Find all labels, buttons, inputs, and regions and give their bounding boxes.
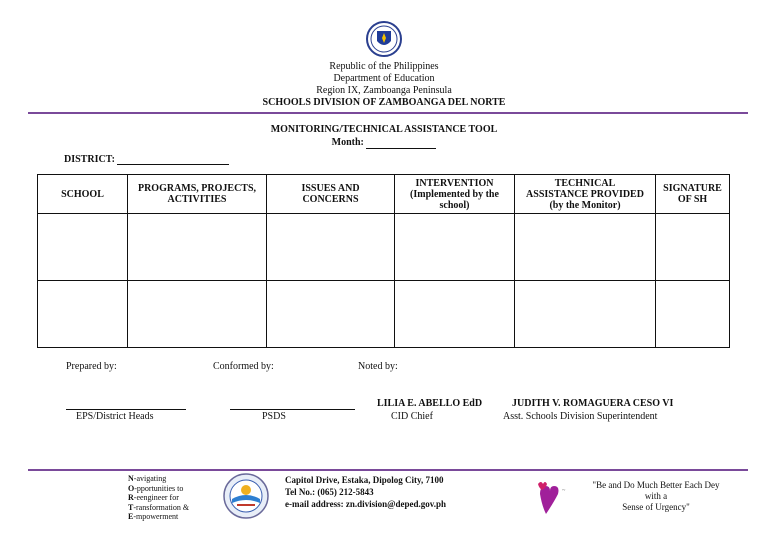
col-school: SCHOOL bbox=[38, 175, 128, 214]
cid-chief-role: CID Chief bbox=[391, 411, 433, 422]
cid-chief-name: LILIA E. ABELLO EdD bbox=[377, 398, 483, 409]
asds-name: JUDITH V. ROMAGUERA CESO VI bbox=[512, 398, 674, 409]
contact-block bbox=[285, 474, 446, 510]
col-technical-assistance: TECHNICAL ASSISTANCE PROVIDED (by the Monitor) bbox=[515, 175, 656, 214]
district-field[interactable] bbox=[117, 164, 229, 165]
table-cell[interactable] bbox=[656, 281, 730, 348]
table-cell[interactable] bbox=[38, 214, 128, 281]
prepared-by-label: Prepared by: bbox=[66, 361, 117, 372]
footer-tel: Tel No.: (065) 212-5843 bbox=[285, 487, 374, 497]
month-field[interactable] bbox=[366, 148, 436, 149]
district-line bbox=[64, 154, 229, 165]
psds-signature-line[interactable] bbox=[230, 409, 355, 410]
motto bbox=[586, 480, 726, 513]
header-divider bbox=[28, 112, 748, 114]
footer-address: Capitol Drive, Estaka, Dipolog City, 7100 bbox=[285, 475, 444, 485]
footer-divider bbox=[28, 469, 748, 471]
col-programs: PROGRAMS, PROJECTS, ACTIVITIES bbox=[128, 175, 267, 214]
asds-role: Asst. Schools Division Superintendent bbox=[503, 411, 658, 422]
acronym-line: O-pportunities to bbox=[128, 483, 184, 493]
eps-signature-line[interactable] bbox=[66, 409, 186, 410]
header-department: Department of Education bbox=[333, 73, 435, 84]
header-division: SCHOOLS DIVISION OF ZAMBOANGA DEL NORTE bbox=[262, 97, 506, 108]
col-signature: SIGNATURE OF SH bbox=[656, 175, 730, 214]
noted-by-label: Noted by: bbox=[358, 361, 398, 372]
conformed-by-label: Conformed by: bbox=[213, 361, 274, 372]
table-cell[interactable] bbox=[656, 214, 730, 281]
acronym-line: T-ransformation & bbox=[128, 502, 190, 512]
table-row bbox=[38, 281, 730, 348]
table-cell[interactable] bbox=[515, 281, 656, 348]
monitoring-table bbox=[37, 174, 730, 348]
table-cell[interactable] bbox=[395, 214, 515, 281]
footer-email[interactable]: e-mail address: zn.division@deped.gov.ph bbox=[285, 499, 446, 509]
table-cell[interactable] bbox=[515, 214, 656, 281]
acronym-line: N-avigating bbox=[128, 474, 167, 483]
table-cell[interactable] bbox=[128, 214, 267, 281]
eps-role: EPS/District Heads bbox=[76, 411, 154, 422]
header-country: Republic of the Philippines bbox=[329, 61, 439, 72]
psds-role: PSDS bbox=[262, 411, 286, 422]
table-cell[interactable] bbox=[395, 281, 515, 348]
month-line bbox=[0, 137, 768, 149]
deped-seal-icon bbox=[366, 21, 402, 57]
table-cell[interactable] bbox=[38, 281, 128, 348]
motto-line: with a bbox=[644, 491, 668, 501]
heart-hand-icon bbox=[534, 478, 582, 518]
division-logo-icon bbox=[223, 473, 269, 519]
motto-line: "Be and Do Much Better Each Dey bbox=[592, 480, 720, 490]
motto-line: Sense of Urgency" bbox=[622, 502, 690, 512]
table-cell[interactable] bbox=[128, 281, 267, 348]
table-cell[interactable] bbox=[267, 214, 395, 281]
acronym-line: R-eengineer for bbox=[128, 493, 179, 502]
norte-acronym bbox=[128, 474, 189, 522]
svg-text:~: ~ bbox=[562, 488, 566, 494]
district-label: DISTRICT: bbox=[64, 154, 115, 165]
table-row bbox=[38, 214, 730, 281]
month-label: Month: bbox=[331, 137, 364, 148]
acronym-line: E-mpowerment bbox=[128, 512, 179, 521]
col-issues: ISSUES AND CONCERNS bbox=[267, 175, 395, 214]
table-cell[interactable] bbox=[267, 281, 395, 348]
form-title: MONITORING/TECHNICAL ASSISTANCE TOOL bbox=[270, 124, 498, 135]
col-intervention: INTERVENTION (Implemented by the school) bbox=[395, 175, 515, 214]
table-header-row bbox=[38, 175, 730, 214]
header-region: Region IX, Zamboanga Peninsula bbox=[316, 85, 452, 96]
